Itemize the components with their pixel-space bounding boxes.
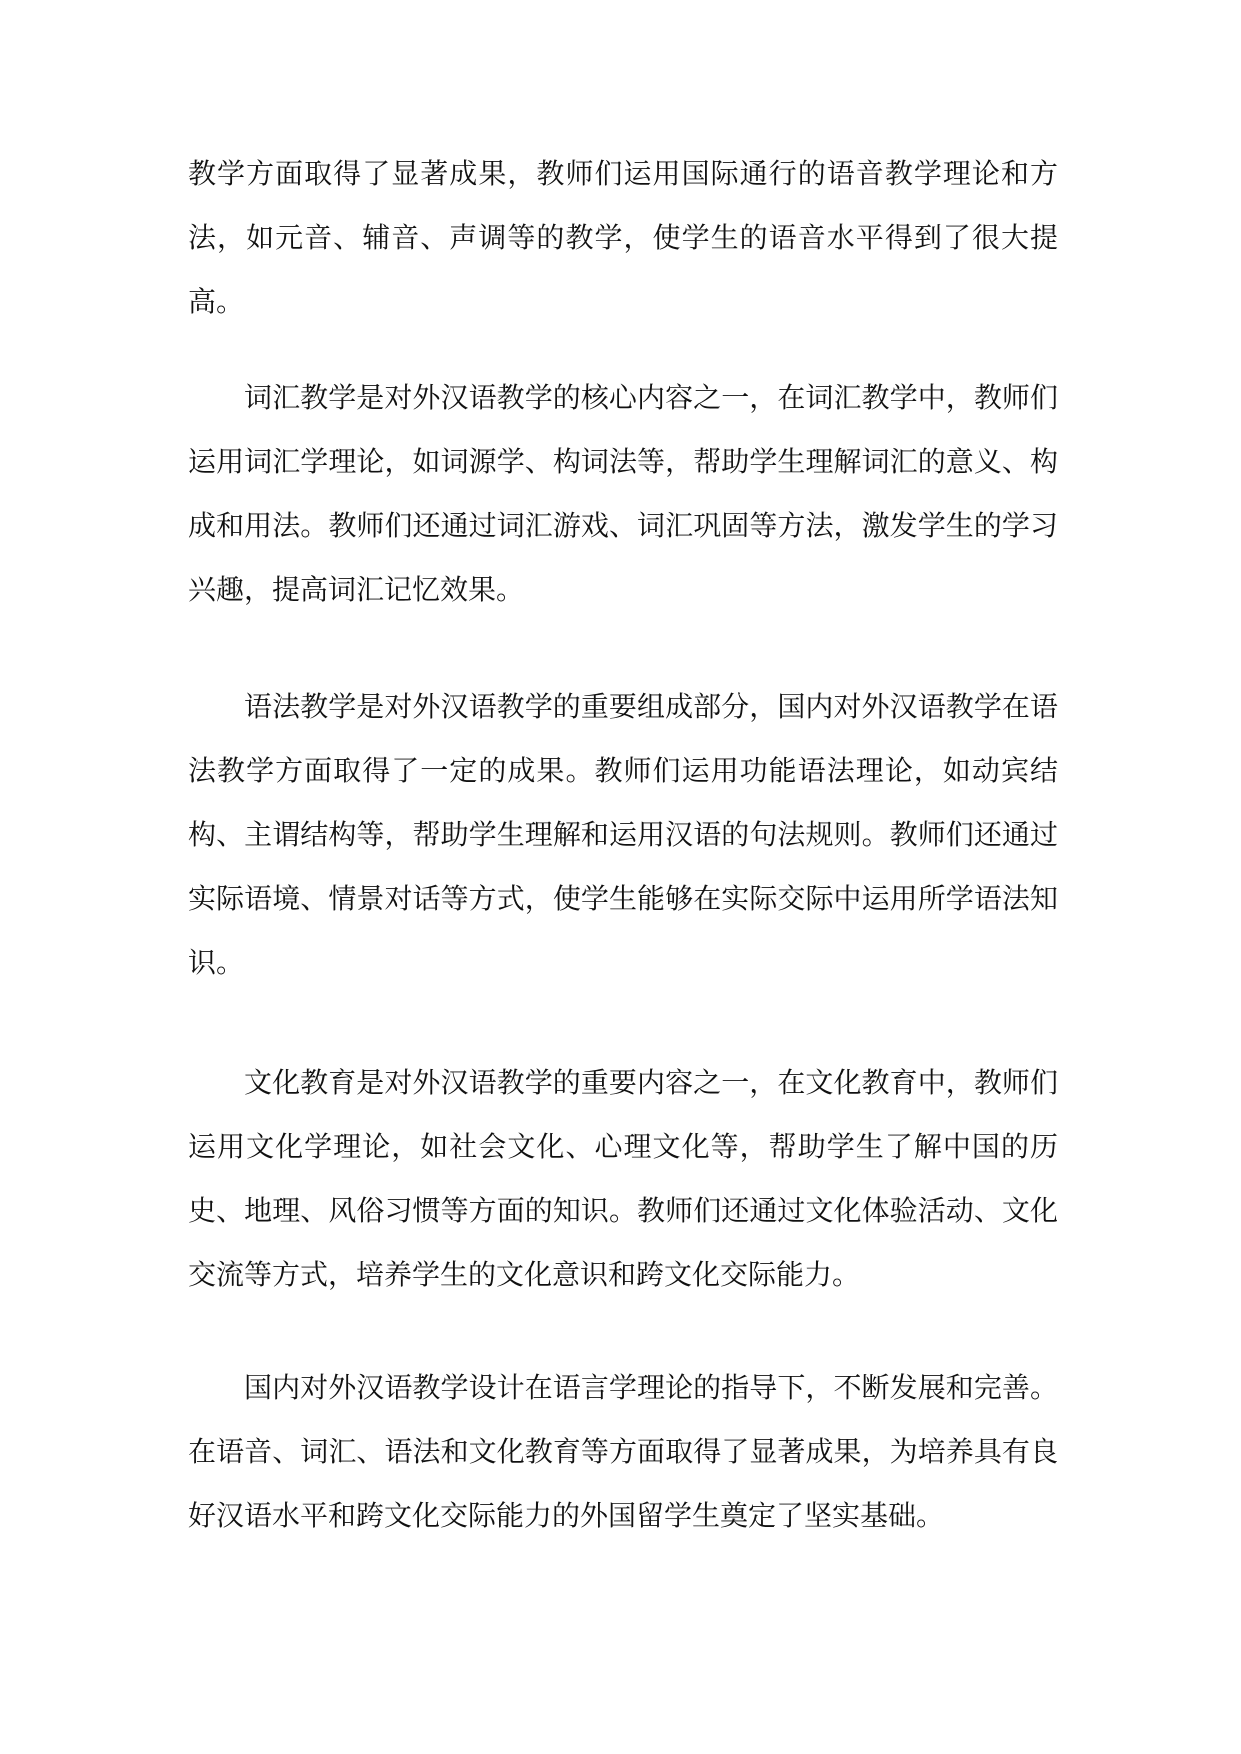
paragraph-continued: 教学方面取得了显著成果，教师们运用国际通行的语音教学理论和方法，如元音、辅音、声调等的教学，使学生的语音水平得到了很大提高。 [188, 157, 1058, 318]
paragraph-grammar-teaching: 语法教学是对外汉语教学的重要组成部分，国内对外汉语教学在语法教学方面取得了一定的成果。教师们运用功能语法理论，如动宾结构、主谓结构等，帮助学生理解和运用汉语的句法规则。教师们还通过实际语境、情景对话等方式，使学生能够在实际交际中运用所学语法知识。 [188, 690, 1058, 979]
paragraph-vocabulary-teaching: 词汇教学是对外汉语教学的核心内容之一，在词汇教学中，教师们运用词汇学理论，如词源学、构词法等，帮助学生理解词汇的意义、构成和用法。教师们还通过词汇游戏、词汇巩固等方法，激发学生的学习兴趣，提高词汇记忆效果。 [188, 381, 1058, 606]
paragraph-culture-education: 文化教育是对外汉语教学的重要内容之一，在文化教育中，教师们运用文化学理论，如社会文化、心理文化等，帮助学生了解中国的历史、地理、风俗习惯等方面的知识。教师们还通过文化体验活动、文化交流等方式，培养学生的文化意识和跨文化交际能力。 [188, 1066, 1058, 1291]
paragraph-summary: 国内对外汉语教学设计在语言学理论的指导下，不断发展和完善。在语音、词汇、语法和文化教育等方面取得了显著成果，为培养具有良好汉语水平和跨文化交际能力的外国留学生奠定了坚实基础。 [188, 1371, 1058, 1532]
